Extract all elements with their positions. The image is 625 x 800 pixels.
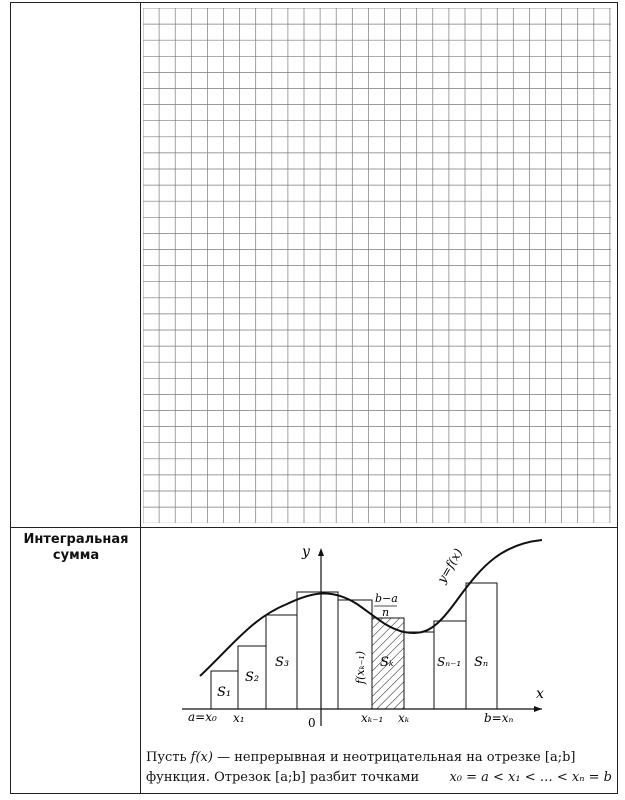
label-sk: Sₖ (380, 655, 394, 670)
column-divider (140, 2, 141, 794)
label-s2: S₂ (245, 670, 260, 685)
caption-line1-a: Пусть (146, 750, 191, 765)
tick-b-xn: b=xₙ (484, 711, 514, 725)
width-label-denominator: n (382, 606, 390, 619)
tick-x1: x₁ (233, 711, 245, 725)
riemann-sum-figure (142, 536, 612, 744)
graph-paper (143, 8, 611, 523)
height-label: f(xₖ₋₁) (354, 650, 367, 684)
row-label-line1: Интегральная (23, 532, 129, 547)
row-divider (10, 527, 618, 528)
rect-gap (404, 632, 434, 709)
tick-xk-1: xₖ₋₁ (361, 711, 384, 725)
label-s3: S₃ (275, 655, 290, 670)
row-label-line2: сумма (52, 548, 100, 563)
curve-label: y=f(x) (434, 546, 466, 586)
label-sn-1: Sₙ₋₁ (437, 655, 462, 669)
width-label-numerator: b−a (375, 592, 398, 605)
x-axis-arrow (534, 706, 542, 712)
caption-line1 (146, 748, 612, 768)
riemann-sum-svg (142, 536, 612, 744)
tick-origin: 0 (308, 716, 316, 730)
rect-sn (466, 583, 497, 709)
y-axis-arrow (318, 548, 324, 556)
function-curve (200, 540, 542, 676)
caption-line2-b: x₀ = a < x₁ < … < xₙ = b (449, 770, 612, 785)
graph-grid (143, 8, 611, 523)
caption-line2-a: функция. Отрезок [a;b] разбит точками (146, 770, 420, 785)
tick-a-x0: a=x₀ (188, 710, 217, 724)
caption-line2 (146, 768, 612, 788)
y-axis-label: y (302, 544, 310, 560)
caption (146, 748, 612, 788)
tick-xk: xₖ (398, 711, 410, 725)
label-s1: S₁ (217, 685, 232, 700)
caption-line1-b: — непрерывная и неотрицательная на отрезке [a;b] (212, 750, 576, 765)
rect-middle (297, 592, 338, 709)
x-axis-label: x (536, 686, 544, 702)
caption-line1-f: f(x) (190, 750, 213, 765)
row-label (12, 532, 140, 564)
label-sn: Sₙ (474, 655, 489, 670)
